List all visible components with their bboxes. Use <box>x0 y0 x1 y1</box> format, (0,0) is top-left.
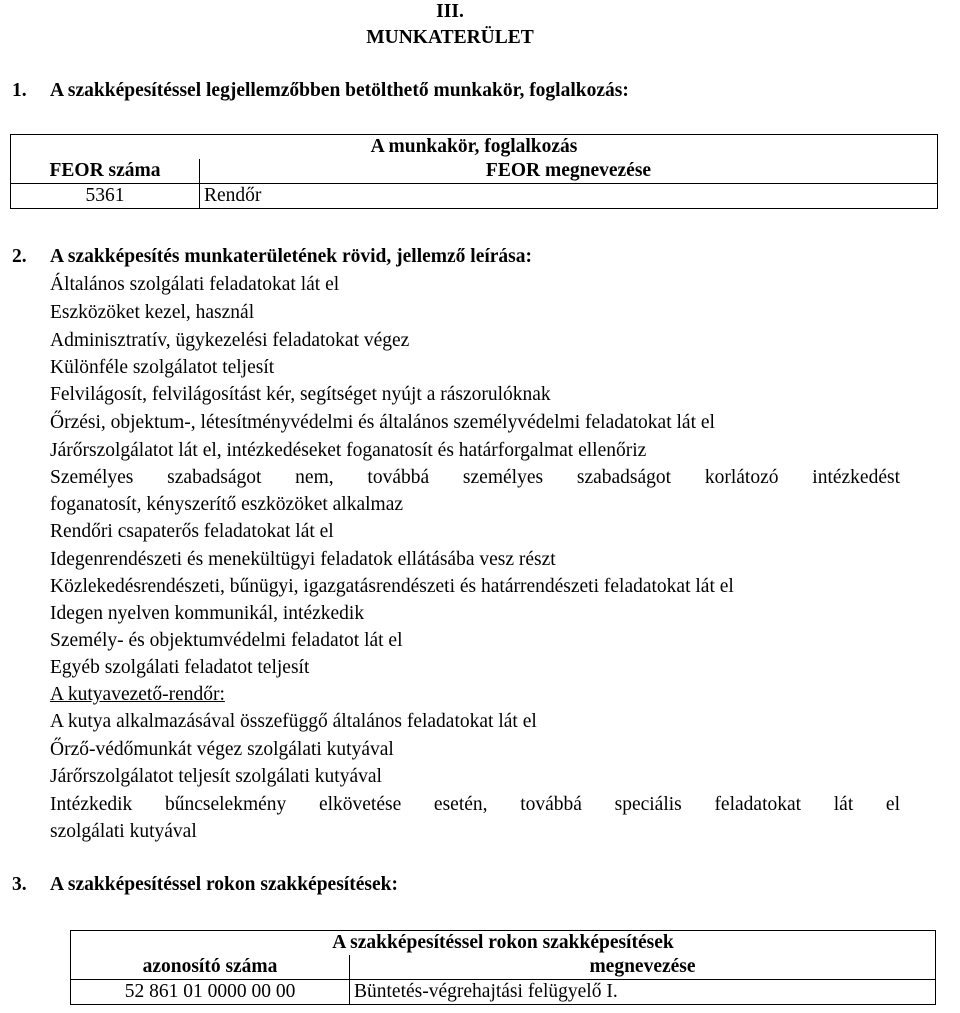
feor-col-name-header: FEOR megnevezése <box>200 159 938 184</box>
related-table-caption: A szakképesítéssel rokon szakképesítések <box>71 931 936 956</box>
duty-line: Idegenrendészeti és menekültügyi feladatok ellátásába vesz részt <box>50 549 556 570</box>
dog-handler-subheading: A kutyavezető-rendőr: <box>50 684 225 705</box>
duty-line: Rendőri csapaterős feladatokat lát el <box>50 521 334 542</box>
section-1-title: A szakképesítéssel legjellemzőbben betölthető munkakör, foglalkozás: <box>50 80 629 101</box>
section-3-heading <box>12 874 398 896</box>
duty-line: Idegen nyelven kommunikál, intézkedik <box>50 603 365 624</box>
section-2-heading <box>12 246 532 268</box>
duty-line: Eszközöket kezel, használ <box>50 302 255 323</box>
dog-duty-line: A kutya alkalmazásával összefüggő általános feladatokat lát el <box>50 711 537 732</box>
feor-table <box>10 134 938 209</box>
duty-line: Egyéb szolgálati feladatot teljesít <box>50 657 310 678</box>
duty-line: Közlekedésrendészeti, bűnügyi, igazgatásrendészeti és határrendészeti feladatokat lát el <box>50 576 734 597</box>
related-col-name-header: megnevezése <box>350 955 936 980</box>
dog-duty-line-wrapped-cont: szolgálati kutyával <box>50 821 197 842</box>
feor-col-code-header: FEOR száma <box>11 159 200 184</box>
duty-line: Adminisztratív, ügykezelési feladatokat végez <box>50 330 410 351</box>
duty-line: Járőrszolgálatot lát el, intézkedéseket foganatosít és határforgalmat ellenőriz <box>50 440 647 461</box>
related-code-cell: 52 861 01 0000 00 00 <box>71 980 350 1005</box>
section-3-number: 3. <box>12 874 27 895</box>
related-qualifications-table <box>70 930 936 1005</box>
related-name-cell: Büntetés-végrehajtási felügyelő I. <box>350 980 936 1005</box>
dog-duty-line-wrapped: Intézkedik bűncselekmény elkövetése esetén, továbbá speciális feladatokat lát el <box>50 794 900 815</box>
duty-line: Felvilágosít, felvilágosítást kér, segítséget nyújt a rászorulóknak <box>50 384 551 405</box>
section-2-number: 2. <box>12 246 27 267</box>
part-number: III. <box>436 1 464 22</box>
duty-line-wrapped: Személyes szabadságot nem, továbbá személyes szabadságot korlátozó intézkedést <box>50 467 900 488</box>
section-1-number: 1. <box>12 80 27 101</box>
section-3-title: A szakképesítéssel rokon szakképesítések: <box>50 874 398 895</box>
feor-name-cell: Rendőr <box>200 184 938 209</box>
page-title: MUNKATERÜLET <box>366 27 534 48</box>
dog-duty-line: Őrző-védőmunkát végez szolgálati kutyával <box>50 739 394 760</box>
section-2-title: A szakképesítés munkaterületének rövid, jellemző leírása: <box>50 246 533 267</box>
dog-duty-line: Járőrszolgálatot teljesít szolgálati kutyával <box>50 766 382 787</box>
feor-code-cell: 5361 <box>11 184 200 209</box>
duty-line-wrapped-cont: foganatosít, kényszerítő eszközöket alkalmaz <box>50 494 404 515</box>
duty-line: Különféle szolgálatot teljesít <box>50 357 275 378</box>
feor-table-caption: A munkakör, foglalkozás <box>11 135 938 160</box>
duty-line: Személy- és objektumvédelmi feladatot lát el <box>50 630 403 651</box>
section-1-heading <box>12 80 629 102</box>
duty-line: Őrzési, objektum-, létesítményvédelmi és általános személyvédelmi feladatokat lát el <box>50 412 715 433</box>
duty-line: Általános szolgálati feladatokat lát el <box>50 274 340 295</box>
related-col-code-header: azonosító száma <box>71 955 350 980</box>
